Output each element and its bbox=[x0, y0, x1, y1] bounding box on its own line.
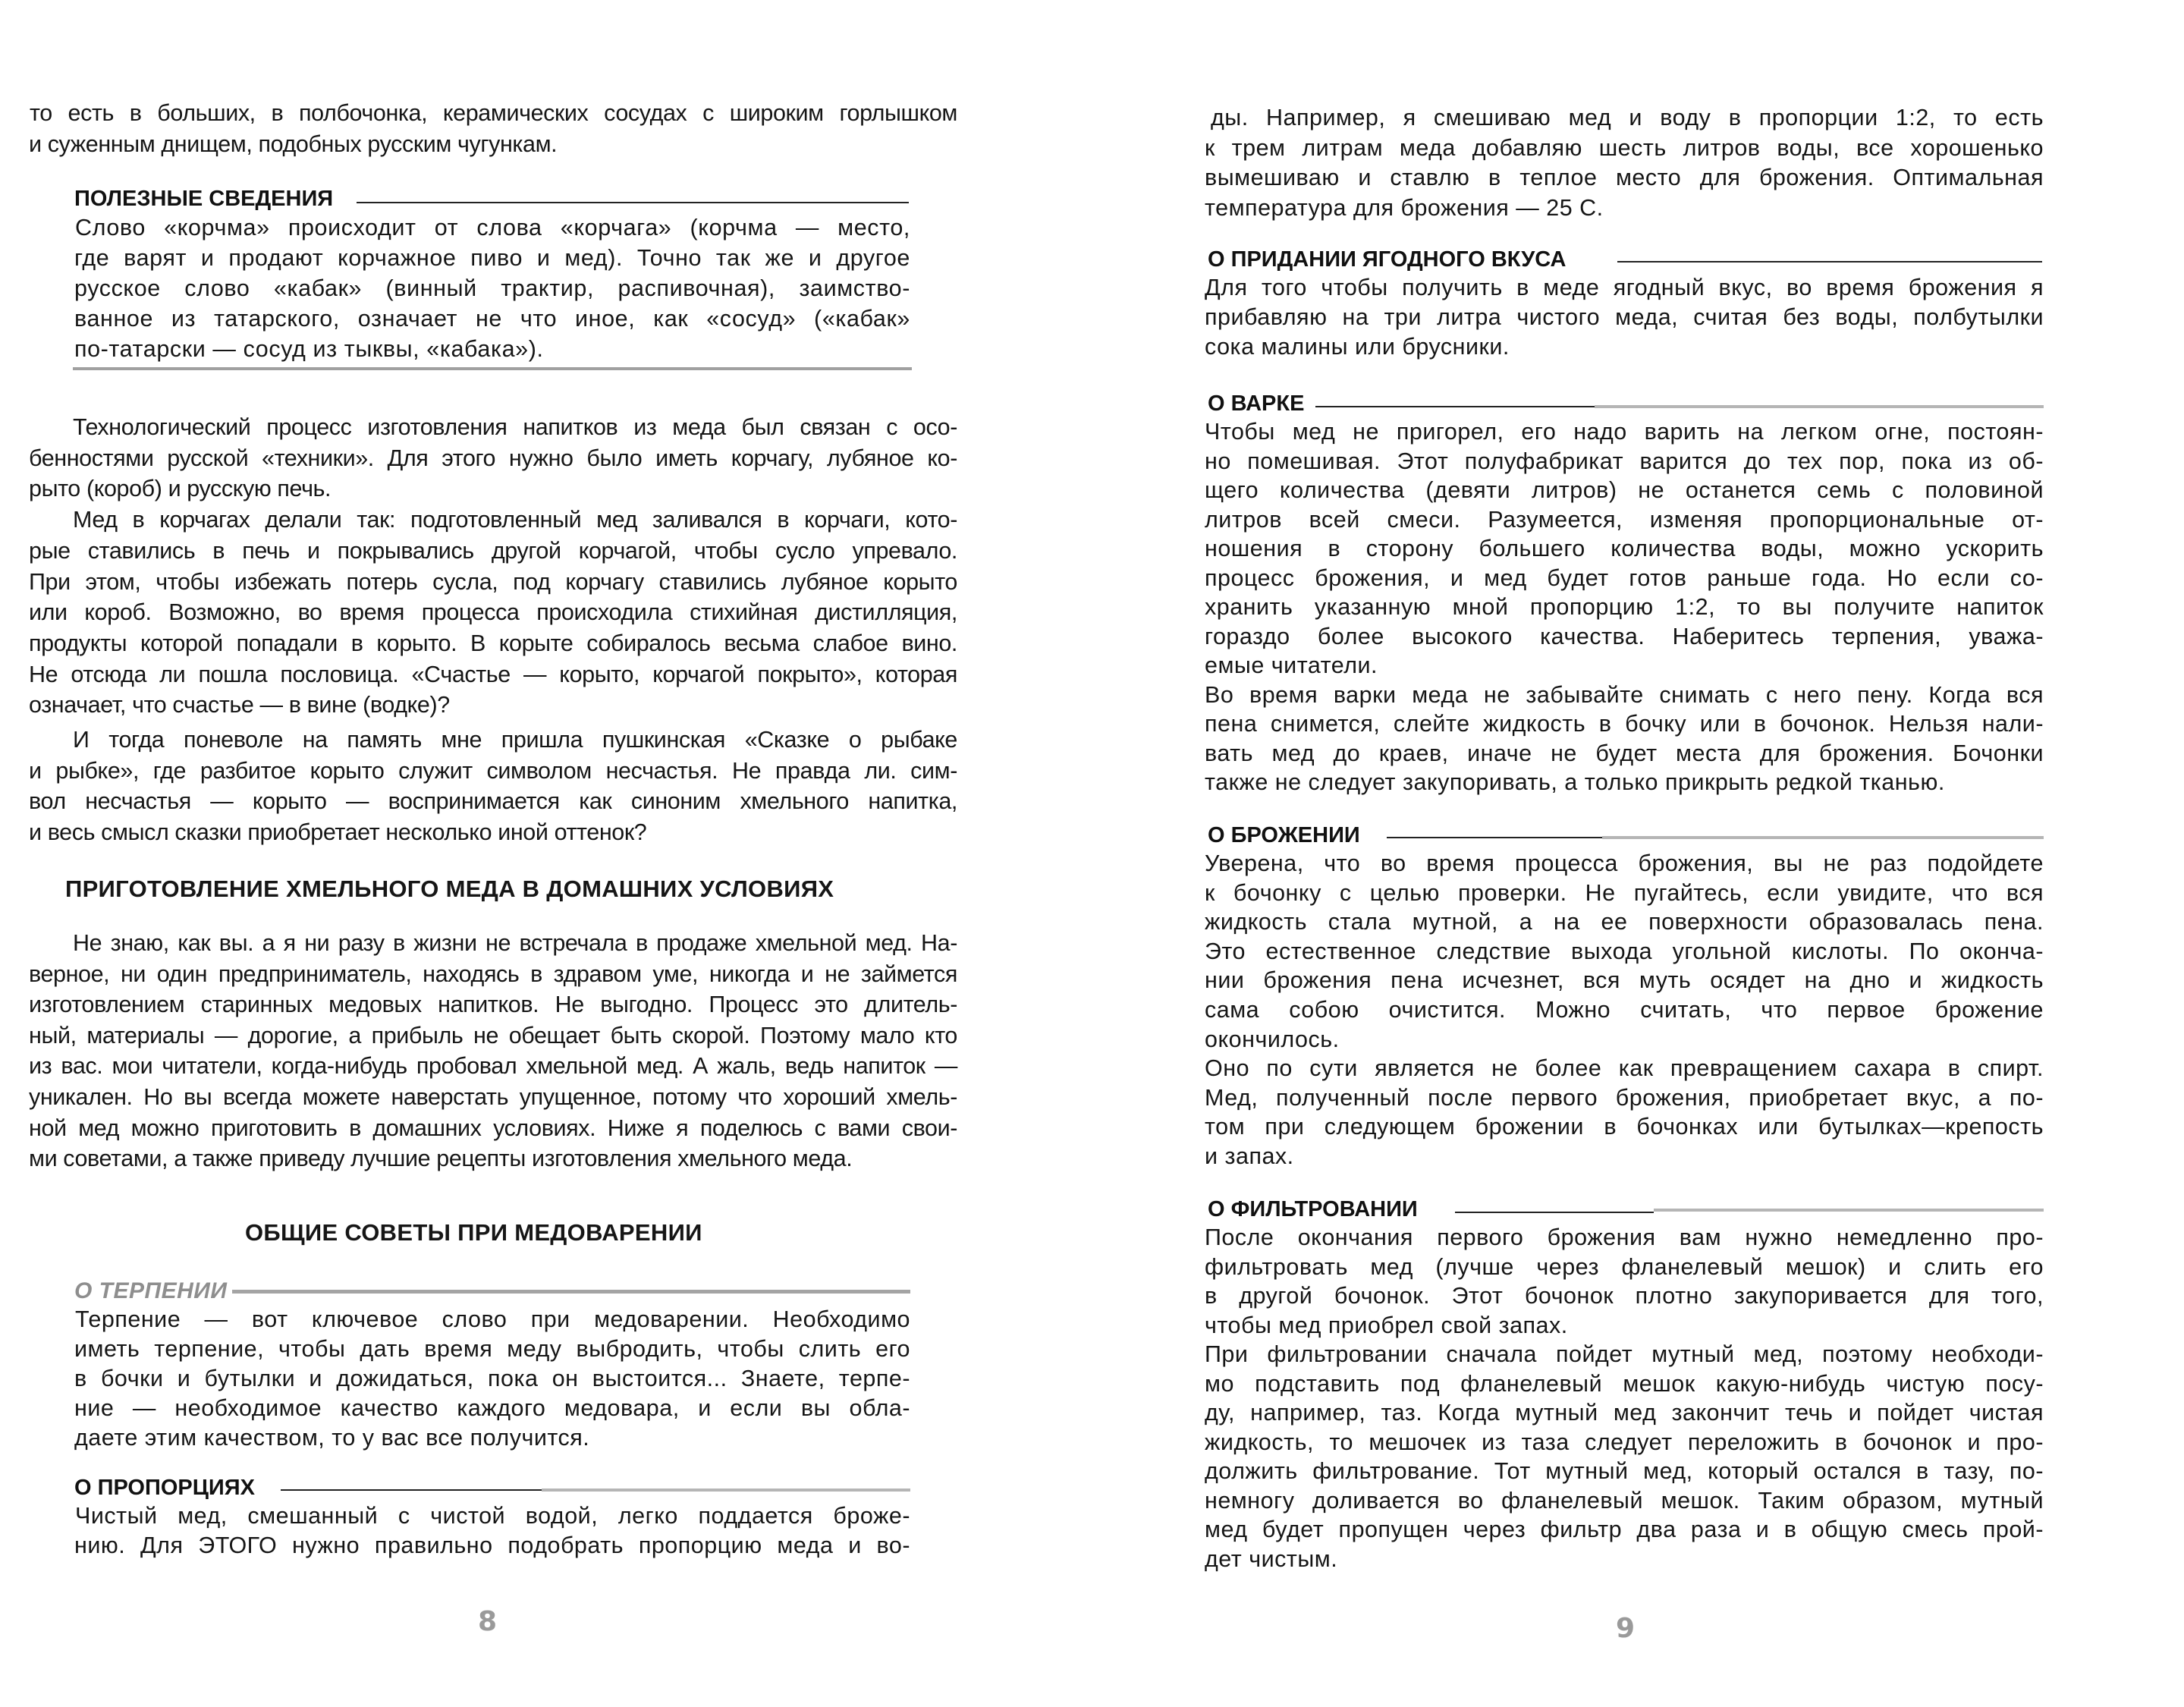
text-line: ды. Например, я смешиваю мед и воду в пропорции 1:2, то есть bbox=[1211, 105, 2044, 130]
heading-rule bbox=[1455, 1212, 1654, 1213]
text-line: окончилось. bbox=[1205, 1026, 1340, 1052]
text-line: Технологический процесс изготовления напитков из меда был связан с осо- bbox=[73, 414, 957, 440]
filtering-heading: О ФИЛЬТРОВАНИИ bbox=[1208, 1197, 1418, 1221]
text-line: Это естественное следствие выхода угольной кислоты. По оконча- bbox=[1205, 938, 2044, 964]
text-line: хранить указанную мной пропорцию 1:2, то вы получите напиток bbox=[1205, 594, 2044, 620]
text-line: мо подставить под фланелевый мешок какую-нибудь чистую посу- bbox=[1205, 1370, 2044, 1397]
text-line: Уверена, что во время процесса брожения, вы не раз подойдете bbox=[1205, 850, 2044, 876]
heading-rule bbox=[281, 1489, 542, 1491]
heading-rule-extension bbox=[542, 1489, 910, 1492]
text-line: где варят и продают корчажное пиво и мед). Точно так же и другое bbox=[74, 245, 910, 271]
text-line: вол несчастья — корыто — воспринимается как синоним хмельного напитка, bbox=[29, 788, 957, 815]
useful-info-text bbox=[74, 212, 910, 364]
text-line: но помешивая. Этот полуфабрикат варится до тех пор, пока из об- bbox=[1205, 448, 2044, 474]
text-line: Терпение — вот ключевое слово при медоварении. Необходимо bbox=[75, 1306, 910, 1332]
text-line: рыто (короб) и русскую печь. bbox=[29, 476, 332, 502]
text-line: Чтобы мед не пригорел, его надо варить на легком огне, постоян- bbox=[1205, 419, 2044, 445]
filtering-text bbox=[1205, 1223, 2044, 1573]
text-line: Во время варки меда не забывайте снимать с него пену. Когда вся bbox=[1205, 681, 2044, 708]
text-line: или короб. Возможно, во время процесса происходила стихийная дистилляция, bbox=[29, 599, 957, 626]
text-line: ной мед можно приготовить в домашних условиях. Ниже я поделюсь с вами свои- bbox=[29, 1114, 957, 1141]
useful-info-heading-row bbox=[74, 184, 910, 213]
text-line: из вас. мои читатели, когда-нибудь пробовал хмельной мед. А жаль, ведь напиток — bbox=[29, 1053, 957, 1080]
patience-heading-row bbox=[74, 1277, 910, 1306]
text-line: том при следующем брожении в бочонках или бутылках—крепость bbox=[1205, 1114, 2044, 1140]
heading-rule bbox=[1315, 406, 1595, 407]
cooking-heading: О ВАРКЕ bbox=[1208, 391, 1305, 416]
text-line: гораздо более высокого качества. Наберитесь терпения, уважа- bbox=[1205, 623, 2044, 649]
text-line: уникален. Но вы всегда можете наверстать упущенное, потому что хороший хмель- bbox=[29, 1083, 957, 1110]
text-line: и рыбке», где разбитое корыто служит символом несчастья. Не правда ли. сим- bbox=[29, 757, 957, 784]
text-line: литров всей смеси. Разумеется, изменяя пропорциональные от- bbox=[1205, 506, 2044, 533]
fermentation-heading: О БРОЖЕНИИ bbox=[1208, 823, 1360, 847]
berry-heading-row bbox=[1208, 245, 2044, 274]
text-line: верное, ни один предприниматель, находясь в здравом уме, никогда и не займется bbox=[29, 960, 957, 987]
text-line: иметь терпение, чтобы дать время меду выбродить, чтобы слить его bbox=[74, 1336, 910, 1362]
text-line: изготовлением старинных медовых напитков. Не выгодно. Процесс это длитель- bbox=[29, 992, 957, 1018]
body-text bbox=[29, 412, 957, 848]
text-line: по-татарски — сосуд из тыквы, «кабака»). bbox=[74, 336, 544, 362]
text-line: то есть в больших, в полбочонка, керамических сосудах с широким горлышком bbox=[30, 100, 957, 126]
proportions-text bbox=[74, 1501, 910, 1561]
text-line: Мед, полученный после первого брожения, приобретает вкус, а по- bbox=[1205, 1084, 2044, 1111]
heading-rule bbox=[1617, 261, 2042, 262]
text-line: жидкость, то мешочек из таза следует переложить в бочонок и про- bbox=[1205, 1429, 2044, 1455]
text-line: в другой бочонок. Этот бочонок плотно закупоривается для того, bbox=[1205, 1283, 2044, 1309]
text-line: бенностями русской «техники». Для этого нужно было иметь корчагу, лубяное ко- bbox=[29, 445, 957, 471]
text-line: к трем литрам меда добавляю шесть литров воды, все хорошенько bbox=[1205, 134, 2044, 161]
text-line: Чистый мед, смешанный с чистой водой, легко поддается броже- bbox=[75, 1503, 910, 1529]
text-line: ние — необходимое качество каждого медовара, и если вы обла- bbox=[74, 1395, 910, 1421]
patience-heading: О ТЕРПЕНИИ bbox=[74, 1278, 228, 1303]
text-line: русское слово «кабак» (винный трактир, распивочная), заимство- bbox=[74, 275, 910, 301]
right-page bbox=[1092, 0, 2184, 1707]
text-line: в бочки и бутылки и дожидаться, пока он выстоится... Знаете, терпе- bbox=[74, 1366, 910, 1391]
text-line: И тогда поневоле на память мне пришла пушкинская «Сказке о рыбаке bbox=[73, 727, 957, 753]
heading-rule bbox=[232, 1290, 910, 1294]
text-line: жидкость стала мутной, а на ее поверхности образовалась пена. bbox=[1205, 909, 2044, 935]
text-line: Оно по сути является не более как превращением сахара в спирт. bbox=[1205, 1055, 2044, 1082]
intro-paragraph bbox=[29, 98, 957, 160]
berry-heading: О ПРИДАНИИ ЯГОДНОГО ВКУСА bbox=[1208, 247, 1567, 272]
text-line: Для того чтобы получить в меде ягодный вкус, во время брожения я bbox=[1205, 275, 2044, 300]
callout-bottom-rule bbox=[73, 367, 912, 370]
proportions-heading: О ПРОПОРЦИЯХ bbox=[74, 1476, 255, 1500]
text-line: к бочонку с целью проверки. Не пугайтесь, если увидите, что вся bbox=[1205, 879, 2044, 906]
text-line: пена снимется, слейте жидкость в бочку или в бочонок. Нельзя нали- bbox=[1205, 711, 2044, 737]
text-line: Мед в корчагах делали так: подготовленный мед заливался в корчаги, кото- bbox=[73, 507, 957, 533]
cooking-text bbox=[1205, 417, 2044, 797]
fermentation-heading-row bbox=[1208, 821, 2044, 850]
text-line: дет чистым. bbox=[1205, 1545, 1338, 1572]
heading-rule-extension bbox=[1654, 1209, 2044, 1212]
text-line: вымешиваю и ставлю в теплое место для брожения. Оптимальная bbox=[1205, 165, 2044, 190]
text-line: Не знаю, как вы. а я ни разу в жизни не встречала в продаже хмельной мед. На- bbox=[73, 930, 957, 956]
text-line: ный, материалы — дорогие, а прибыль не обещает быть скорой. Поэтому мало кто bbox=[29, 1022, 957, 1048]
text-line: Слово «корчма» происходит от слова «корчага» (корчма — место, bbox=[75, 215, 910, 240]
text-line: емые читатели. bbox=[1205, 652, 1378, 678]
text-line: процесс брожения, и мед будет готов раньше года. Но если со- bbox=[1205, 564, 2044, 591]
fermentation-text bbox=[1205, 849, 2044, 1171]
heading-rule bbox=[357, 202, 909, 203]
text-line: и суженным днищем, подобных русским чугункам. bbox=[29, 131, 558, 157]
text-line: ванное из татарского, означает не что иное, как «сосуд» («кабак» bbox=[74, 306, 910, 332]
heading-rule-extension bbox=[1602, 836, 2044, 839]
text-line: мед будет пропущен через фильтр два раза и в общую смесь прой- bbox=[1205, 1517, 2044, 1542]
patience-text bbox=[74, 1305, 910, 1453]
section-title-general-tips: ОБЩИЕ СОВЕТЫ ПРИ МЕДОВАРЕНИИ bbox=[245, 1219, 702, 1246]
page-number: 8 bbox=[478, 1606, 498, 1637]
text-line: фильтровать мед (лучше через фланелевый мешок) и слить его bbox=[1205, 1253, 2044, 1280]
page-number: 9 bbox=[1616, 1613, 1636, 1644]
text-line: Не отсюда ли пошла пословица. «Счастье — корыто, корчагой покрыто», которая bbox=[29, 661, 957, 687]
text-line: даете этим качеством, то у вас все получится. bbox=[74, 1425, 590, 1451]
filtering-heading-row bbox=[1208, 1195, 2044, 1224]
section-title-home-brewing: ПРИГОТОВЛЕНИЕ ХМЕЛЬНОГО МЕДА В ДОМАШНИХ УСЛОВИЯХ bbox=[65, 876, 834, 902]
continuation-text bbox=[1205, 103, 2044, 223]
text-line: продукты которой попадали в корыто. В корыте собиралось весьма слабое вино. bbox=[29, 630, 957, 656]
berry-text bbox=[1205, 273, 2044, 362]
text-line: должить фильтрование. Тот мутный мед, который остался в тазу, по- bbox=[1205, 1458, 2044, 1484]
cooking-heading-row bbox=[1208, 389, 2044, 418]
text-line: ношения в сторону большего количества воды, можно ускорить bbox=[1205, 536, 2044, 561]
home-brewing-text bbox=[29, 928, 957, 1174]
text-line: нии брожения пена исчезнет, вся муть осядет на дно и жидкость bbox=[1205, 967, 2044, 994]
text-line: чтобы мед приобрел свой запах. bbox=[1205, 1312, 1568, 1338]
text-line: При этом, чтобы избежать потерь сусла, под корчагу ставились лубяное корыто bbox=[29, 568, 957, 595]
text-line: рые ставились в печь и покрывались другой корчагой, чтобы сусло упревало. bbox=[29, 537, 957, 564]
useful-info-heading: ПОЛЕЗНЫЕ СВЕДЕНИЯ bbox=[74, 187, 334, 211]
text-line: сама собою очистится. Можно считать, что первое брожение bbox=[1205, 996, 2044, 1023]
text-line: температура для брожения — 25 С. bbox=[1205, 194, 1604, 221]
text-line: вать мед до краев, иначе не будет места для брожения. Бочонки bbox=[1205, 740, 2044, 766]
text-line: и запах. bbox=[1205, 1143, 1294, 1169]
proportions-heading-row bbox=[74, 1473, 910, 1502]
text-line: ми советами, а также приведу лучшие рецепты изготовления хмельного меда. bbox=[29, 1146, 853, 1172]
text-line: немногу доливается во фланелевый мешок. Таким образом, мутный bbox=[1205, 1487, 2044, 1514]
text-line: также не следует закупоривать, а только прикрыть редкой тканью. bbox=[1205, 769, 1945, 795]
text-line: щего количества (девяти литров) не останется семь с половиной bbox=[1205, 477, 2044, 503]
text-line: ду, например, таз. Когда мутный мед закончит течь и пойдет чистая bbox=[1205, 1400, 2044, 1426]
text-line: нию. Для ЭТОГО нужно правильно подобрать пропорцию меда и во- bbox=[74, 1533, 910, 1558]
text-line: прибавляю на три литра чистого меда, считая без воды, полбутылки bbox=[1205, 304, 2044, 330]
text-line: и весь смысл сказки приобретает несколько иной оттенок? bbox=[29, 819, 647, 846]
text-line: При фильтровании сначала пойдет мутный мед, поэтому необходи- bbox=[1205, 1341, 2044, 1367]
heading-rule bbox=[1387, 837, 1602, 838]
heading-rule-extension bbox=[1595, 405, 2044, 408]
text-line: означает, что счастье — в вине (водке)? bbox=[29, 692, 450, 718]
text-line: сока малины или брусники. bbox=[1205, 334, 1510, 360]
text-line: После окончания первого брожения вам нужно немедленно про- bbox=[1205, 1224, 2044, 1250]
